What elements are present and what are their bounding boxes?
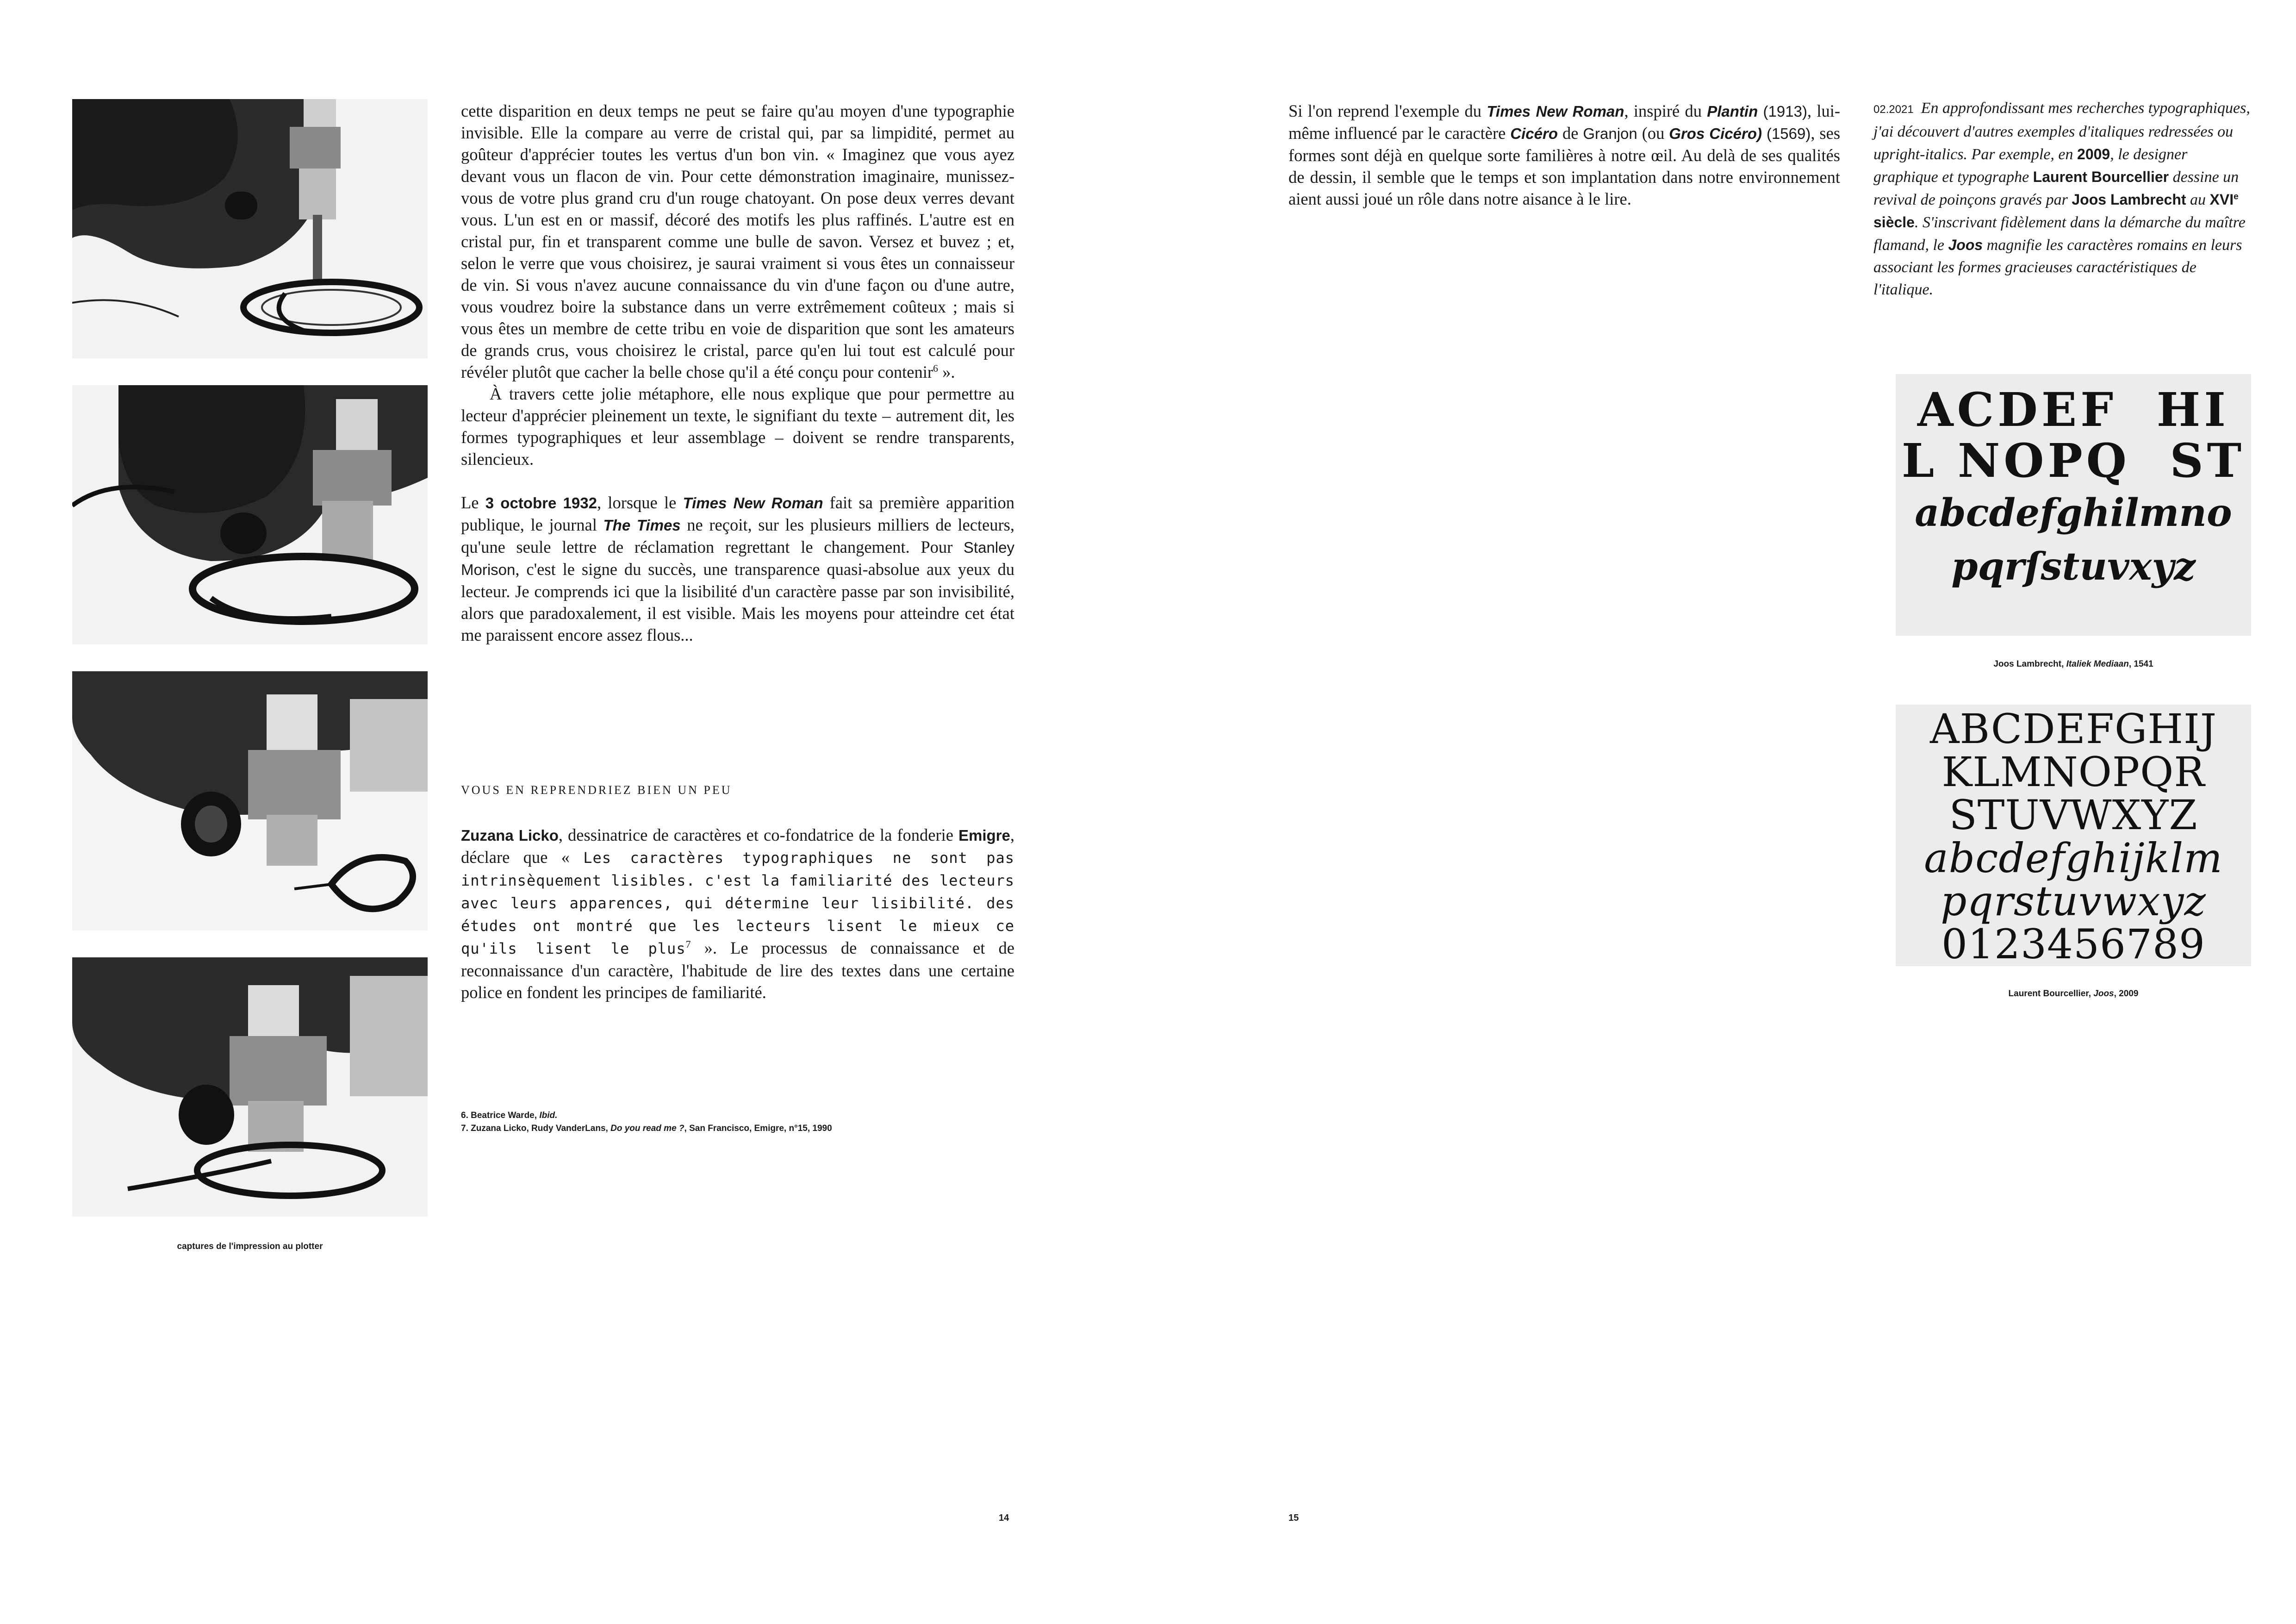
paragraph-plantin: Si l'on reprend l'exemple du Times New Roman, inspiré du Plantin (1913), lui-même influencé par le caractère Cicéro de Granjon (ou Gros Cicéro) (1569), ses formes sont déjà en quelque sorte familières à notre œil. Au delà de ses qualités de dessin, il semble que le temps et son implantation dans notre environnement aient aussi joué un rôle dans notre aisance à le lire.: [1288, 101, 1841, 208]
section-title: VOUS EN REPRENDRIEZ BIEN UN PEU: [461, 783, 732, 797]
specimen2-caption: Laurent Bourcellier, Joos, 2009: [2008, 989, 2139, 999]
specimen2-line-1: ABCDEFGHIJ: [1929, 705, 2217, 753]
specimen2-line-3: STUVWXYZ: [1949, 791, 2198, 839]
foundry-emigre: Emigre: [958, 827, 1010, 844]
font-name-tnr-2: Times New Roman: [1487, 103, 1624, 120]
specimen1-line-4: pqrſstuvxyz: [1951, 544, 2196, 589]
specimen-bourcellier: [1896, 705, 2251, 966]
paragraph-metaphor: À travers cette jolie métaphore, elle nous explique que pour permettre au lecteur d'apprécier pleinement un texte, le signifiant du texte – autrement dit, les formes typographiques et leur assemblage – doivent se rendre transparents, silencieux.: [461, 384, 1014, 468]
font-name-cicero: Cicéro: [1510, 125, 1558, 142]
specimen2-line-4: abcdefghijklm: [1924, 834, 2223, 882]
specimen2-line-6: 0123456789: [1941, 920, 2205, 966]
footnotes: [461, 1109, 832, 1135]
footnote-ref-7[interactable]: 7: [685, 938, 691, 950]
year-1569: (1569): [1766, 125, 1811, 142]
specimen1-caption: Joos Lambrecht, Italiek Mediaan, 1541: [1993, 659, 2153, 669]
date-1932: 3 octobre 1932: [485, 494, 597, 512]
sidebar-note: 02.2021 En approfondissant mes recherches typographiques, j'ai découvert d'autres exemples d'italiques redressées ou upright-italics. Par exemple, en 2009, le designer graphique et typographe Laurent Bourcellier dessine un revival de poinçons gravés par Joos Lambrecht au XVIe siècle. S'inscrivant fidèlement dans la démarche du maître flamand, le Joos magnifie les caractères romains en leurs associant les formes gracieuses caractéristiques de l'italique.: [1873, 100, 2250, 298]
year-1913: (1913): [1763, 103, 1807, 120]
plotter-photo-1: [72, 99, 428, 358]
specimen2-line-5: pqrstuvwxyz: [1941, 877, 2206, 925]
newspaper-name: The Times: [603, 517, 681, 534]
page-number-left: 14: [999, 1513, 1009, 1523]
page-number-right: 15: [1288, 1513, 1299, 1523]
note-source: Joos Lambrecht: [2072, 191, 2186, 208]
font-name-tnr: Times New Roman: [683, 494, 823, 512]
footnote-ref-6[interactable]: 6: [933, 362, 938, 374]
font-name-gros-cicero: Gros Cicéro): [1669, 125, 1762, 142]
person-licko: Zuzana Licko: [461, 827, 559, 844]
note-century: XVIe siècle: [1873, 191, 2239, 231]
left-text-column: [461, 100, 1014, 646]
person-morison: Stanley Morison: [461, 539, 1014, 578]
plotter-image-4: [72, 957, 428, 1217]
paragraph-licko: Zuzana Licko, dessinatrice de caractères et co-fondatrice de la fonderie Emigre, déclare que « Les caractères typographiques ne sont pas intrinsèquement lisibles. c'est la familiarité des lecteurs avec leurs apparences, qui détermine leur lisibilité. des études ont montré que les lecteurs lisent le mieux ce qu'ils lisent le plus$^7$ ». Le processus de connaissance et de reconnaissance d'un caractère, l'habitude de lire des textes dans une certaine police en fondent les principes de familiarité.: [461, 825, 1014, 1002]
para1-end: ».: [938, 362, 955, 381]
plotter-photo-2: [72, 385, 428, 644]
photo-caption: captures de l'impression au plotter: [177, 1242, 323, 1251]
font-name-plantin: Plantin: [1707, 103, 1758, 120]
plotter-image-2: [72, 385, 428, 644]
right-text-column: [1288, 100, 1840, 210]
plotter-image-1: [72, 99, 428, 358]
specimen1-line-3: abcdefghilmno: [1915, 491, 2232, 535]
specimen2-line-2: KLMNOPQR: [1941, 748, 2205, 796]
paragraph-times-new-roman: Le 3 octobre 1932, lorsque le Times New Roman fait sa première apparition publique, le journal The Times ne reçoit, sur les plusieurs milliers de lecteurs, qu'une seule lettre de réclamation regrettant le changement. Pour Stanley Morison, c'est le signe du succès, une transparence quasi-absolue aux yeux du lecteur. Je comprends ici que la lisibilité d'un caractère passe par son invisibilité, alors que paradoxalement, il est visible. Mais les moyens pour atteindre cet état me paraissent encore assez flous...: [461, 493, 1015, 644]
footnote-6: 6. Beatrice Warde, Ibid.: [461, 1111, 558, 1120]
person-granjon: Granjon: [1583, 125, 1637, 142]
plotter-photo-4: [72, 957, 428, 1217]
note-font: Joos: [1948, 237, 1983, 253]
footnote-7: 7. Zuzana Licko, Rudy VanderLans, Do you read me ?, San Francisco, Emigre, n°15, 1990: [461, 1124, 832, 1133]
licko-quote: Les caractères typographiques ne sont pas intrinsèquement lisibles. c'est la familiarité des lecteurs avec leurs apparences, qui détermine leur lisibilité. des études ont montré que les lecteurs lisent le mieux ce qu'ils lisent le plus: [461, 849, 1014, 957]
note-year: 2009: [2077, 146, 2110, 162]
plotter-image-3: [72, 671, 428, 931]
specimen1-line-1: ACDEF HI: [1917, 382, 2229, 437]
para1-text: cette disparition en deux temps ne peut se faire qu'au moyen d'une typographie invisible. Elle la compare au verre de cristal qui, par sa limpidité, permet au goûteur d'apprécier toutes les vertus d'un bon vin. « Imaginez que vous ayez devant vous un flacon de vin. Pour cette démonstration imaginaire, munissez-vous de votre plus grand cru d'un rouge chatoyant. On pose deux verres devant vous. L'un est en or massif, décoré des motifs les plus raffinés. L'autre est en cristal pur, fin et transparent comme une bulle de savon. Versez et buvez ; et, selon le verre que vous choisirez, je saurai vraiment si vous êtes un connaisseur de vin. Si vous n'avez aucune connaissance du vin d'une façon ou d'une autre, vous voudrez boire la substance dans un verre extrêmement coûteux ; mais si vous êtes un membre de cette tribu en voie de disparition que sont les amateurs de grands crus, vous choisirez le cristal, parce qu'en lui tout est calculé pour révéler plutôt que cacher la belle chose qu'il a été conçu pour contenir: [461, 101, 1014, 381]
plotter-photo-3: [72, 671, 428, 931]
left-text-column-2: [461, 824, 1014, 1003]
specimen-lambrecht: [1896, 374, 2251, 636]
paragraph-warde-quote: [461, 100, 1014, 383]
note-date: 02.2021: [1873, 103, 1914, 116]
specimen1-line-2: L NOPQ ST: [1901, 433, 2246, 488]
note-designer: Laurent Bourcellier: [2033, 169, 2169, 185]
